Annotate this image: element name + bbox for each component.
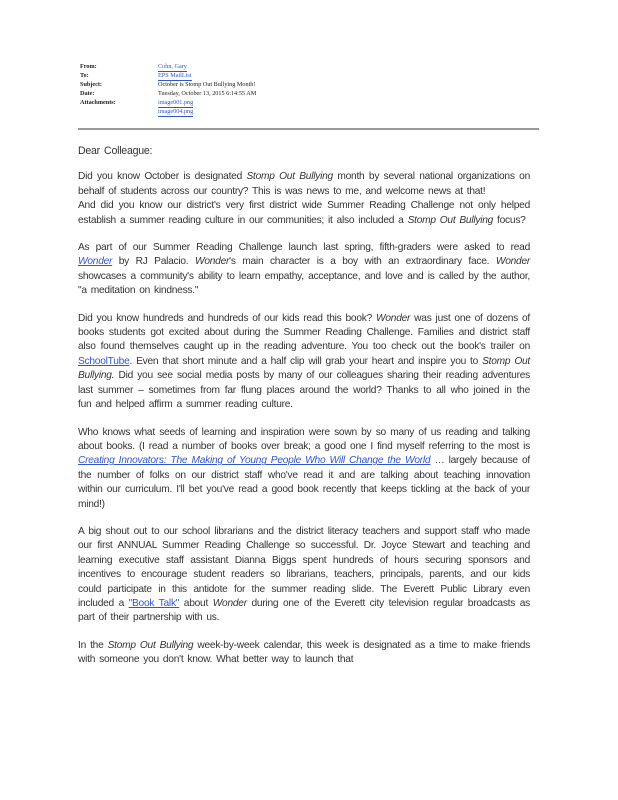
text-run: Did you know hundreds and hundreds of our kids read this book? bbox=[78, 312, 377, 324]
attachments-label: Attachments: bbox=[80, 99, 116, 106]
text-run: week-by-week calendar, this week is designated as a time to make friends with someone you don't know. What better way to launch that bbox=[78, 639, 530, 666]
text-run: … largely because of the number of folks on our district staff who've read it and are talking about teaching innovation within our curriculum. I'll bet you've read a good book recently that keeps tickling at the back of your mind!) bbox=[78, 455, 530, 510]
text-run: about bbox=[179, 597, 213, 609]
email-header bbox=[80, 62, 540, 115]
text-run: . Even that short minute and a half clip will grab your heart and inspire you to bbox=[129, 355, 483, 367]
greeting: Dear Colleague: bbox=[78, 145, 153, 157]
wonder-link[interactable]: Wonder bbox=[78, 256, 113, 268]
paragraph-2 bbox=[78, 241, 530, 299]
text-run: showcases a community's ability to learn empathy, acceptance, and love and is called by the author, "a meditation on kindness." bbox=[78, 270, 530, 297]
header-divider bbox=[78, 128, 539, 130]
attachment-link[interactable]: image001.png bbox=[158, 99, 194, 106]
paragraph-3 bbox=[78, 312, 530, 413]
text-run: As part of our Summer Reading Challenge launch last spring, fifth-graders were asked to read bbox=[78, 242, 530, 254]
subject-label: Subject: bbox=[80, 81, 102, 88]
text-run: In the bbox=[78, 639, 108, 651]
text-run: during one of the Everett city television regular broadcasts as part of their partnership with us. bbox=[78, 597, 530, 624]
book-title: Wonder bbox=[495, 256, 530, 268]
book-talk-link[interactable]: "Book Talk" bbox=[128, 597, 180, 609]
date-label: Date: bbox=[80, 90, 95, 97]
paragraph-5 bbox=[78, 525, 530, 626]
text-run: focus? bbox=[493, 214, 526, 226]
book-title: Stomp Out Bullying. bbox=[78, 355, 530, 382]
letter-body bbox=[78, 144, 530, 681]
to-value[interactable]: EPS MailList bbox=[158, 72, 192, 79]
subject-value: October is Stomp Out Bullying Month! bbox=[158, 81, 256, 88]
paragraph-1 bbox=[78, 170, 530, 228]
text-run: was just one of dozens of books students got excited about during the Summer Reading Challenge. Families and district staff also found themselves caught up in the reading adventure. You too check out the book's trailer on bbox=[78, 312, 530, 353]
paragraph-6 bbox=[78, 639, 530, 668]
book-title: Wonder bbox=[376, 312, 411, 324]
book-title: Stomp Out Bullying bbox=[407, 214, 494, 226]
paragraph-4 bbox=[78, 426, 530, 512]
from-value[interactable]: Cohn, Gary bbox=[158, 63, 187, 70]
text-run: Did you see social media posts by many of our colleagues sharing their reading adventures last summer – sometimes from far flung places around the world? Thanks to all who joined in the fun and helped affirm a summer reading culture. bbox=[78, 370, 530, 411]
book-title: Stomp Out Bullying bbox=[107, 639, 194, 651]
book-title: Stomp Out Bullying bbox=[246, 171, 333, 183]
to-label: To: bbox=[80, 72, 89, 79]
text-run: A big shout out to our school librarians and the district literacy teachers and support staff who made our first ANNUAL Summer Reading Challenge so successful. Dr. Joyce Stewart and teaching and learning executive staff assistant Dianna Biggs spent hundreds of hours securing sponsors and incentives to encourage student readers so librarians, teachers, principals, parents, and our kids could participate in this antidote for the summer reading slide. The Everett Public Library even included a bbox=[78, 525, 530, 609]
attachment-link[interactable]: image004.png bbox=[158, 108, 194, 115]
from-label: From: bbox=[80, 63, 97, 70]
book-title: Wonder bbox=[194, 256, 230, 268]
text-run: by RJ Palacio. bbox=[112, 256, 195, 268]
text-run: And did you know our district's very first district wide Summer Reading Challenge not only helped establish a summer reading culture in our communities; it also included a bbox=[78, 200, 530, 226]
text-run: Who knows what seeds of learning and inspiration were sown by so many of us reading and talking about books. (I read a number of books over break; a good one I find myself referring to the most is bbox=[78, 426, 530, 452]
schooltube-link[interactable]: SchoolTube bbox=[78, 355, 130, 367]
creating-innovators-link[interactable]: Creating Innovators: The Making of Young People Who Will Change the World bbox=[78, 455, 431, 467]
text-run: Did you know October is designated bbox=[78, 171, 247, 183]
text-run: month by several national organizations on behalf of students across our country? This is was news to me, and welcome news at that! bbox=[78, 171, 530, 197]
text-run: 's main character is a boy with an extraordinary face. bbox=[229, 256, 496, 268]
book-title: Wonder bbox=[212, 597, 247, 609]
date-value: Tuesday, October 13, 2015 6:14:55 AM bbox=[158, 90, 257, 97]
